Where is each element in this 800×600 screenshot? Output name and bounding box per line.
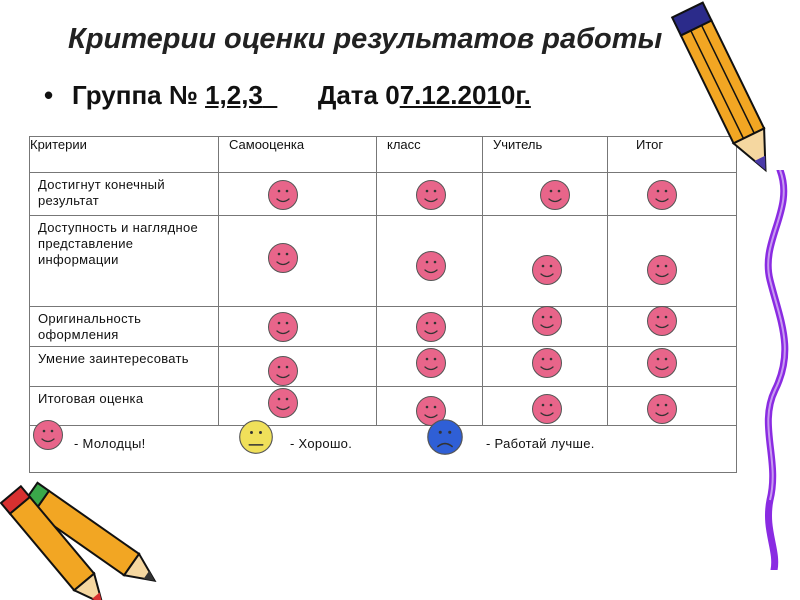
header-criteria: Критерии (30, 137, 219, 173)
header-class: класс (377, 137, 483, 173)
criterion-cell: Достигнут конечный результат (30, 173, 219, 216)
legend-label-ok: - Хорошо. (290, 436, 353, 451)
group-label: Группа № (72, 80, 198, 110)
table-row (30, 307, 737, 347)
group-date-line (44, 80, 531, 111)
bullet-icon: • (44, 80, 54, 110)
legend-label-better: - Работай лучше. (486, 436, 595, 451)
happy-face-icon (531, 254, 563, 286)
criterion-cell: Оригинальность оформления (30, 307, 219, 347)
criterion-cell: Доступность и наглядное представление информации (30, 216, 219, 307)
happy-face-icon (415, 179, 447, 211)
ribbon-decoration (740, 170, 800, 570)
happy-face-icon (267, 242, 299, 274)
legend-row (30, 426, 737, 473)
happy-face-icon (646, 254, 678, 286)
happy-face-icon (267, 387, 299, 419)
happy-face-icon (267, 179, 299, 211)
header-teacher: Учитель (483, 137, 608, 173)
happy-face-icon (531, 393, 563, 425)
group-value: 1,2,3 (205, 80, 263, 110)
happy-face-icon (539, 179, 571, 211)
happy-face-icon (415, 250, 447, 282)
neutral-face-icon (238, 418, 274, 456)
happy-face-icon (646, 305, 678, 337)
happy-face-icon (267, 355, 299, 387)
table-row (30, 387, 737, 426)
legend-label-good: - Молодцы! (74, 436, 146, 451)
date-value: 07.12.2010г. (385, 80, 531, 110)
happy-face-icon (32, 418, 64, 452)
pencil-icon (670, 0, 790, 190)
criterion-cell: Умение заинтересовать (30, 347, 219, 387)
criteria-table (29, 136, 737, 473)
legend (30, 426, 737, 473)
header-total: Итог (608, 137, 737, 173)
happy-face-icon (531, 347, 563, 379)
happy-face-icon (415, 311, 447, 343)
table-row (30, 173, 737, 216)
sad-face-icon (426, 418, 464, 456)
happy-face-icon (646, 347, 678, 379)
page-title: Критерии оценки результатов работы (68, 23, 663, 55)
happy-face-icon (531, 305, 563, 337)
criterion-cell: Итоговая оценка (30, 387, 219, 426)
date-label: Дата (317, 80, 378, 110)
header-self-assessment: Самооценка (219, 137, 377, 173)
crossed-pencils-icon (0, 480, 170, 600)
table-header-row (30, 137, 737, 173)
table-row (30, 216, 737, 307)
happy-face-icon (267, 311, 299, 343)
happy-face-icon (415, 347, 447, 379)
happy-face-icon (646, 393, 678, 425)
table-row (30, 347, 737, 387)
